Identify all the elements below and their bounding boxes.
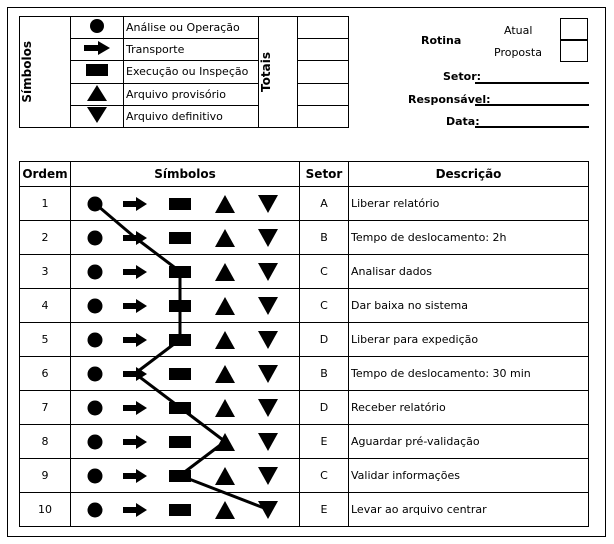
table-row [20,289,589,323]
circle-icon [87,230,103,246]
triangle-up-icon [215,467,235,485]
row-descricao: Liberar para expedição [349,323,589,357]
responsavel-label: Responsável: [408,93,491,106]
circle-icon [87,264,103,280]
row-ordem: 7 [20,391,71,425]
legend-icon-cell [71,39,124,61]
triangle-down-icon [258,365,278,383]
legend-icon-cell [71,105,124,127]
triangle-down-icon [87,107,107,123]
header-simbolos: Símbolos [71,162,300,187]
triangle-down-icon [258,433,278,451]
row-ordem: 9 [20,459,71,493]
legend-icon-cell [71,17,124,39]
row-ordem: 4 [20,289,71,323]
rectangle-icon [169,368,191,380]
row-descricao: Validar informações [349,459,589,493]
triangle-up-icon [215,195,235,213]
triangle-up-icon [215,501,235,519]
atual-checkbox[interactable] [560,18,588,40]
circle-icon [87,400,103,416]
triangle-down-icon [258,297,278,315]
row-symbols [71,289,300,323]
arrow-right-icon [123,333,147,347]
row-symbols [71,459,300,493]
triangle-down-icon [258,399,278,417]
row-ordem: 8 [20,425,71,459]
rectangle-icon [169,334,191,346]
row-setor: E [300,425,349,459]
rectangle-icon [169,300,191,312]
rectangle-icon [86,64,108,76]
header-setor: Setor [300,162,349,187]
triangle-down-icon [258,263,278,281]
proposta-checkbox[interactable] [560,40,588,62]
arrow-right-icon [123,299,147,313]
triangle-up-icon [215,365,235,383]
table-row [20,425,589,459]
legend-icon-cell [71,83,124,105]
circle-icon [87,502,103,518]
row-setor: C [300,255,349,289]
triangle-down-icon [258,331,278,349]
arrow-right-icon [123,503,147,517]
triangle-up-icon [215,263,235,281]
totals-value-cell[interactable] [298,83,349,105]
row-setor: A [300,187,349,221]
header-descricao: Descrição [349,162,589,187]
circle-icon [87,196,103,212]
proposta-label: Proposta [494,46,542,59]
circle-icon [89,18,105,34]
row-ordem: 2 [20,221,71,255]
row-setor: B [300,357,349,391]
legend-label: Execução ou Inspeção [124,61,259,83]
totals-value-cell[interactable] [298,39,349,61]
rectangle-icon [169,402,191,414]
totals-title-cell [259,17,298,128]
circle-icon [87,468,103,484]
triangle-down-icon [258,195,278,213]
row-descricao: Liberar relatório [349,187,589,221]
legend-icon-cell [71,61,124,83]
table-row [20,493,589,527]
row-symbols [71,221,300,255]
responsavel-field[interactable] [475,104,589,106]
table-row [20,391,589,425]
rectangle-icon [169,436,191,448]
legend-label: Arquivo definitivo [124,105,259,127]
legend-table [19,16,349,128]
row-symbols [71,493,300,527]
row-setor: C [300,289,349,323]
totals-title: Totais [259,52,273,92]
row-symbols [71,187,300,221]
data-label: Data: [446,115,480,128]
row-descricao: Aguardar pré-validação [349,425,589,459]
rotina-label: Rotina [421,34,462,47]
circle-icon [87,298,103,314]
row-setor: E [300,493,349,527]
table-row [20,459,589,493]
triangle-up-icon [215,229,235,247]
row-setor: D [300,391,349,425]
legend-label: Análise ou Operação [124,17,259,39]
totals-value-cell[interactable] [298,17,349,39]
triangle-down-icon [258,501,278,519]
legend-label: Transporte [124,39,259,61]
atual-label: Atual [504,24,533,37]
data-field[interactable] [475,126,589,128]
arrow-right-icon [123,197,147,211]
rectangle-icon [169,504,191,516]
table-row [20,323,589,357]
arrow-right-icon [123,367,147,381]
rectangle-icon [169,266,191,278]
row-symbols [71,357,300,391]
arrow-right-icon [123,469,147,483]
row-symbols [71,323,300,357]
rectangle-icon [169,232,191,244]
legend-label: Arquivo provisório [124,83,259,105]
triangle-down-icon [258,229,278,247]
arrow-right-icon [123,231,147,245]
triangle-up-icon [215,297,235,315]
row-symbols [71,425,300,459]
row-ordem: 5 [20,323,71,357]
rectangle-icon [169,198,191,210]
triangle-down-icon [258,467,278,485]
row-ordem: 10 [20,493,71,527]
row-ordem: 6 [20,357,71,391]
circle-icon [87,434,103,450]
triangle-up-icon [215,331,235,349]
arrow-right-icon [123,265,147,279]
row-descricao: Receber relatório [349,391,589,425]
circle-icon [87,332,103,348]
row-setor: C [300,459,349,493]
process-table [19,161,589,527]
totals-value-cell[interactable] [298,61,349,83]
arrow-right-icon [123,401,147,415]
row-ordem: 1 [20,187,71,221]
setor-field[interactable] [475,82,589,84]
arrow-right-icon [123,435,147,449]
row-descricao: Levar ao arquivo centrar [349,493,589,527]
triangle-up-icon [215,433,235,451]
setor-label: Setor: [443,70,482,83]
row-setor: D [300,323,349,357]
header-ordem: Ordem [20,162,71,187]
circle-icon [87,366,103,382]
row-descricao: Tempo de deslocamento: 30 min [349,357,589,391]
row-descricao: Tempo de deslocamento: 2h [349,221,589,255]
row-descricao: Dar baixa no sistema [349,289,589,323]
legend-title: Símbolos [20,41,34,103]
rectangle-icon [169,470,191,482]
table-row [20,187,589,221]
row-symbols [71,255,300,289]
totals-value-cell[interactable] [298,105,349,127]
row-descricao: Analisar dados [349,255,589,289]
row-symbols [71,391,300,425]
legend-title-cell [20,17,71,128]
triangle-up-icon [215,399,235,417]
row-ordem: 3 [20,255,71,289]
table-row [20,255,589,289]
table-row [20,221,589,255]
arrow-right-icon [84,41,110,55]
triangle-up-icon [87,85,107,101]
row-setor: B [300,221,349,255]
table-row [20,357,589,391]
